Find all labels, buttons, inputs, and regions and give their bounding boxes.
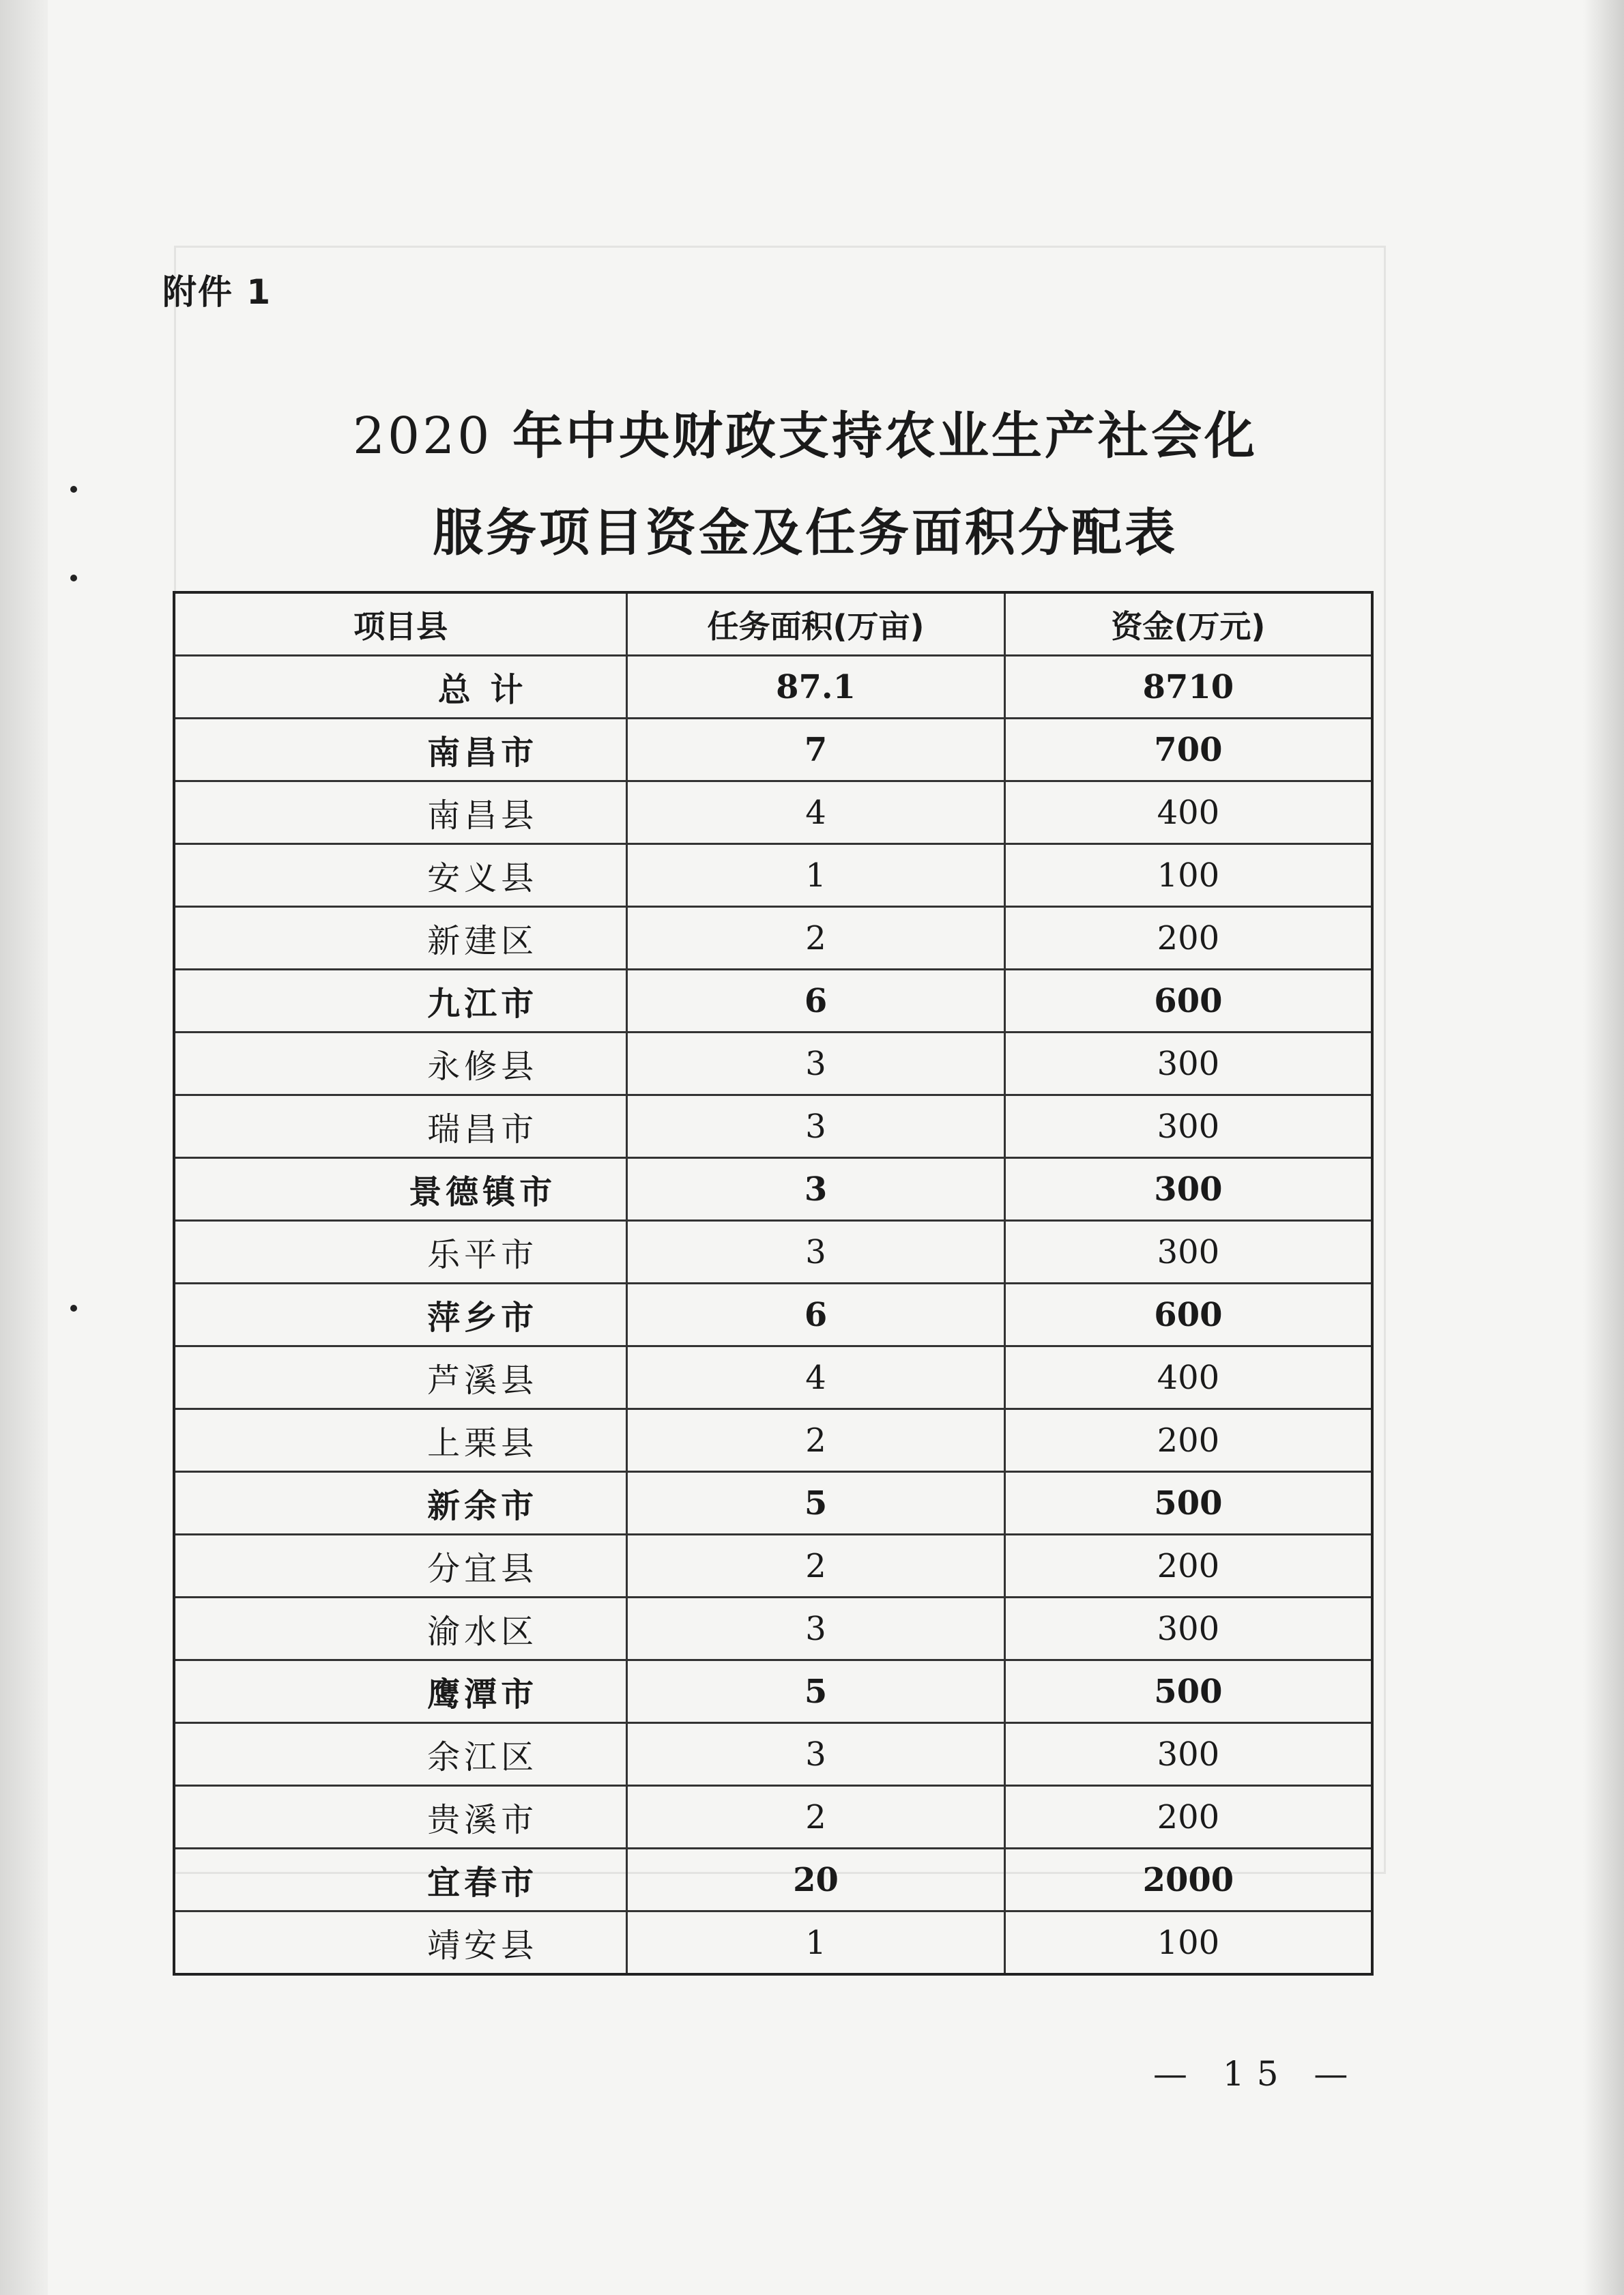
cell-area: 6 xyxy=(627,1284,1005,1346)
table-row xyxy=(174,719,1372,781)
cell-area: 1 xyxy=(627,1911,1005,1975)
table-row xyxy=(174,1346,1372,1409)
cell-county: 永修县 xyxy=(174,1033,627,1095)
cell-area: 4 xyxy=(627,781,1005,844)
page-number: — 15 — xyxy=(1153,2054,1361,2094)
cell-county: 南昌县 xyxy=(174,781,627,844)
cell-area: 3 xyxy=(627,1033,1005,1095)
binding-shadow xyxy=(0,0,48,2295)
cell-county: 安义县 xyxy=(174,844,627,907)
table-row xyxy=(174,1221,1372,1284)
title-year: 2020 xyxy=(352,407,493,465)
cell-county: 靖安县 xyxy=(174,1911,627,1975)
cell-fund: 500 xyxy=(1004,1660,1372,1723)
header-fund: 资金(万元) xyxy=(1004,592,1372,656)
table-row xyxy=(174,656,1372,719)
table-row xyxy=(174,1535,1372,1598)
cell-county: 新建区 xyxy=(174,907,627,970)
cell-fund: 2000 xyxy=(1004,1849,1372,1911)
table-row xyxy=(174,1598,1372,1660)
cell-fund: 300 xyxy=(1004,1221,1372,1284)
cell-fund: 400 xyxy=(1004,781,1372,844)
cell-fund: 200 xyxy=(1004,907,1372,970)
cell-county: 乐平市 xyxy=(174,1221,627,1284)
cell-county: 渝水区 xyxy=(174,1598,627,1660)
cell-fund: 100 xyxy=(1004,844,1372,907)
cell-area: 3 xyxy=(627,1221,1005,1284)
cell-area: 3 xyxy=(627,1723,1005,1786)
header-county: 项目县 xyxy=(174,592,627,656)
cell-fund: 700 xyxy=(1004,719,1372,781)
table-row xyxy=(174,1660,1372,1723)
speck xyxy=(70,1305,77,1312)
cell-county: 余江区 xyxy=(174,1723,627,1786)
cell-area: 2 xyxy=(627,1786,1005,1849)
table-row xyxy=(174,907,1372,970)
cell-fund: 600 xyxy=(1004,970,1372,1033)
table-row xyxy=(174,1849,1372,1911)
cell-area: 7 xyxy=(627,719,1005,781)
speck xyxy=(70,486,77,493)
speck xyxy=(70,575,77,581)
cell-county: 新余市 xyxy=(174,1472,627,1535)
cell-area: 1 xyxy=(627,844,1005,907)
cell-county: 南昌市 xyxy=(174,719,627,781)
cell-area: 2 xyxy=(627,907,1005,970)
table-row xyxy=(174,1723,1372,1786)
cell-fund: 8710 xyxy=(1004,656,1372,719)
cell-area: 5 xyxy=(627,1660,1005,1723)
cell-county: 鹰潭市 xyxy=(174,1660,627,1723)
cell-county: 瑞昌市 xyxy=(174,1095,627,1158)
cell-area: 2 xyxy=(627,1409,1005,1472)
cell-area: 4 xyxy=(627,1346,1005,1409)
cell-fund: 300 xyxy=(1004,1033,1372,1095)
table-row xyxy=(174,1409,1372,1472)
cell-fund: 500 xyxy=(1004,1472,1372,1535)
header-area: 任务面积(万亩) xyxy=(627,592,1005,656)
cell-fund: 300 xyxy=(1004,1598,1372,1660)
cell-area: 87.1 xyxy=(627,656,1005,719)
cell-area: 5 xyxy=(627,1472,1005,1535)
cell-fund: 300 xyxy=(1004,1723,1372,1786)
page-edge-shadow xyxy=(1583,0,1624,2295)
cell-county: 上栗县 xyxy=(174,1409,627,1472)
cell-area: 3 xyxy=(627,1598,1005,1660)
table-row xyxy=(174,781,1372,844)
table-row xyxy=(174,1095,1372,1158)
cell-fund: 100 xyxy=(1004,1911,1372,1975)
cell-county: 芦溪县 xyxy=(174,1346,627,1409)
cell-area: 2 xyxy=(627,1535,1005,1598)
table-row xyxy=(174,1786,1372,1849)
table-row xyxy=(174,1158,1372,1221)
cell-fund: 200 xyxy=(1004,1786,1372,1849)
cell-fund: 600 xyxy=(1004,1284,1372,1346)
cell-county: 贵溪市 xyxy=(174,1786,627,1849)
document-title-line2: 服务项目资金及任务面积分配表 xyxy=(433,504,1178,562)
cell-area: 6 xyxy=(627,970,1005,1033)
cell-county: 宜春市 xyxy=(174,1849,627,1911)
table-row xyxy=(174,1033,1372,1095)
title-text: 年中央财政支持农业生产社会化 xyxy=(492,407,1258,465)
table-row xyxy=(174,970,1372,1033)
cell-fund: 300 xyxy=(1004,1158,1372,1221)
cell-county: 九江市 xyxy=(174,970,627,1033)
cell-area: 3 xyxy=(627,1095,1005,1158)
table-row xyxy=(174,844,1372,907)
table-row xyxy=(174,1284,1372,1346)
cell-county: 分宜县 xyxy=(174,1535,627,1598)
cell-fund: 200 xyxy=(1004,1535,1372,1598)
cell-area: 3 xyxy=(627,1158,1005,1221)
table-row xyxy=(174,1911,1372,1975)
allocation-table xyxy=(173,591,1374,1976)
cell-fund: 400 xyxy=(1004,1346,1372,1409)
cell-fund: 300 xyxy=(1004,1095,1372,1158)
table-row xyxy=(174,1472,1372,1535)
cell-county: 萍乡市 xyxy=(174,1284,627,1346)
cell-area: 20 xyxy=(627,1849,1005,1911)
cell-county: 景德镇市 xyxy=(174,1158,627,1221)
cell-fund: 200 xyxy=(1004,1409,1372,1472)
document-title-line1 xyxy=(20,396,1590,468)
cell-county: 总 计 xyxy=(174,656,627,719)
table-header-row xyxy=(174,592,1372,656)
attachment-label: 附件 1 xyxy=(162,272,272,312)
